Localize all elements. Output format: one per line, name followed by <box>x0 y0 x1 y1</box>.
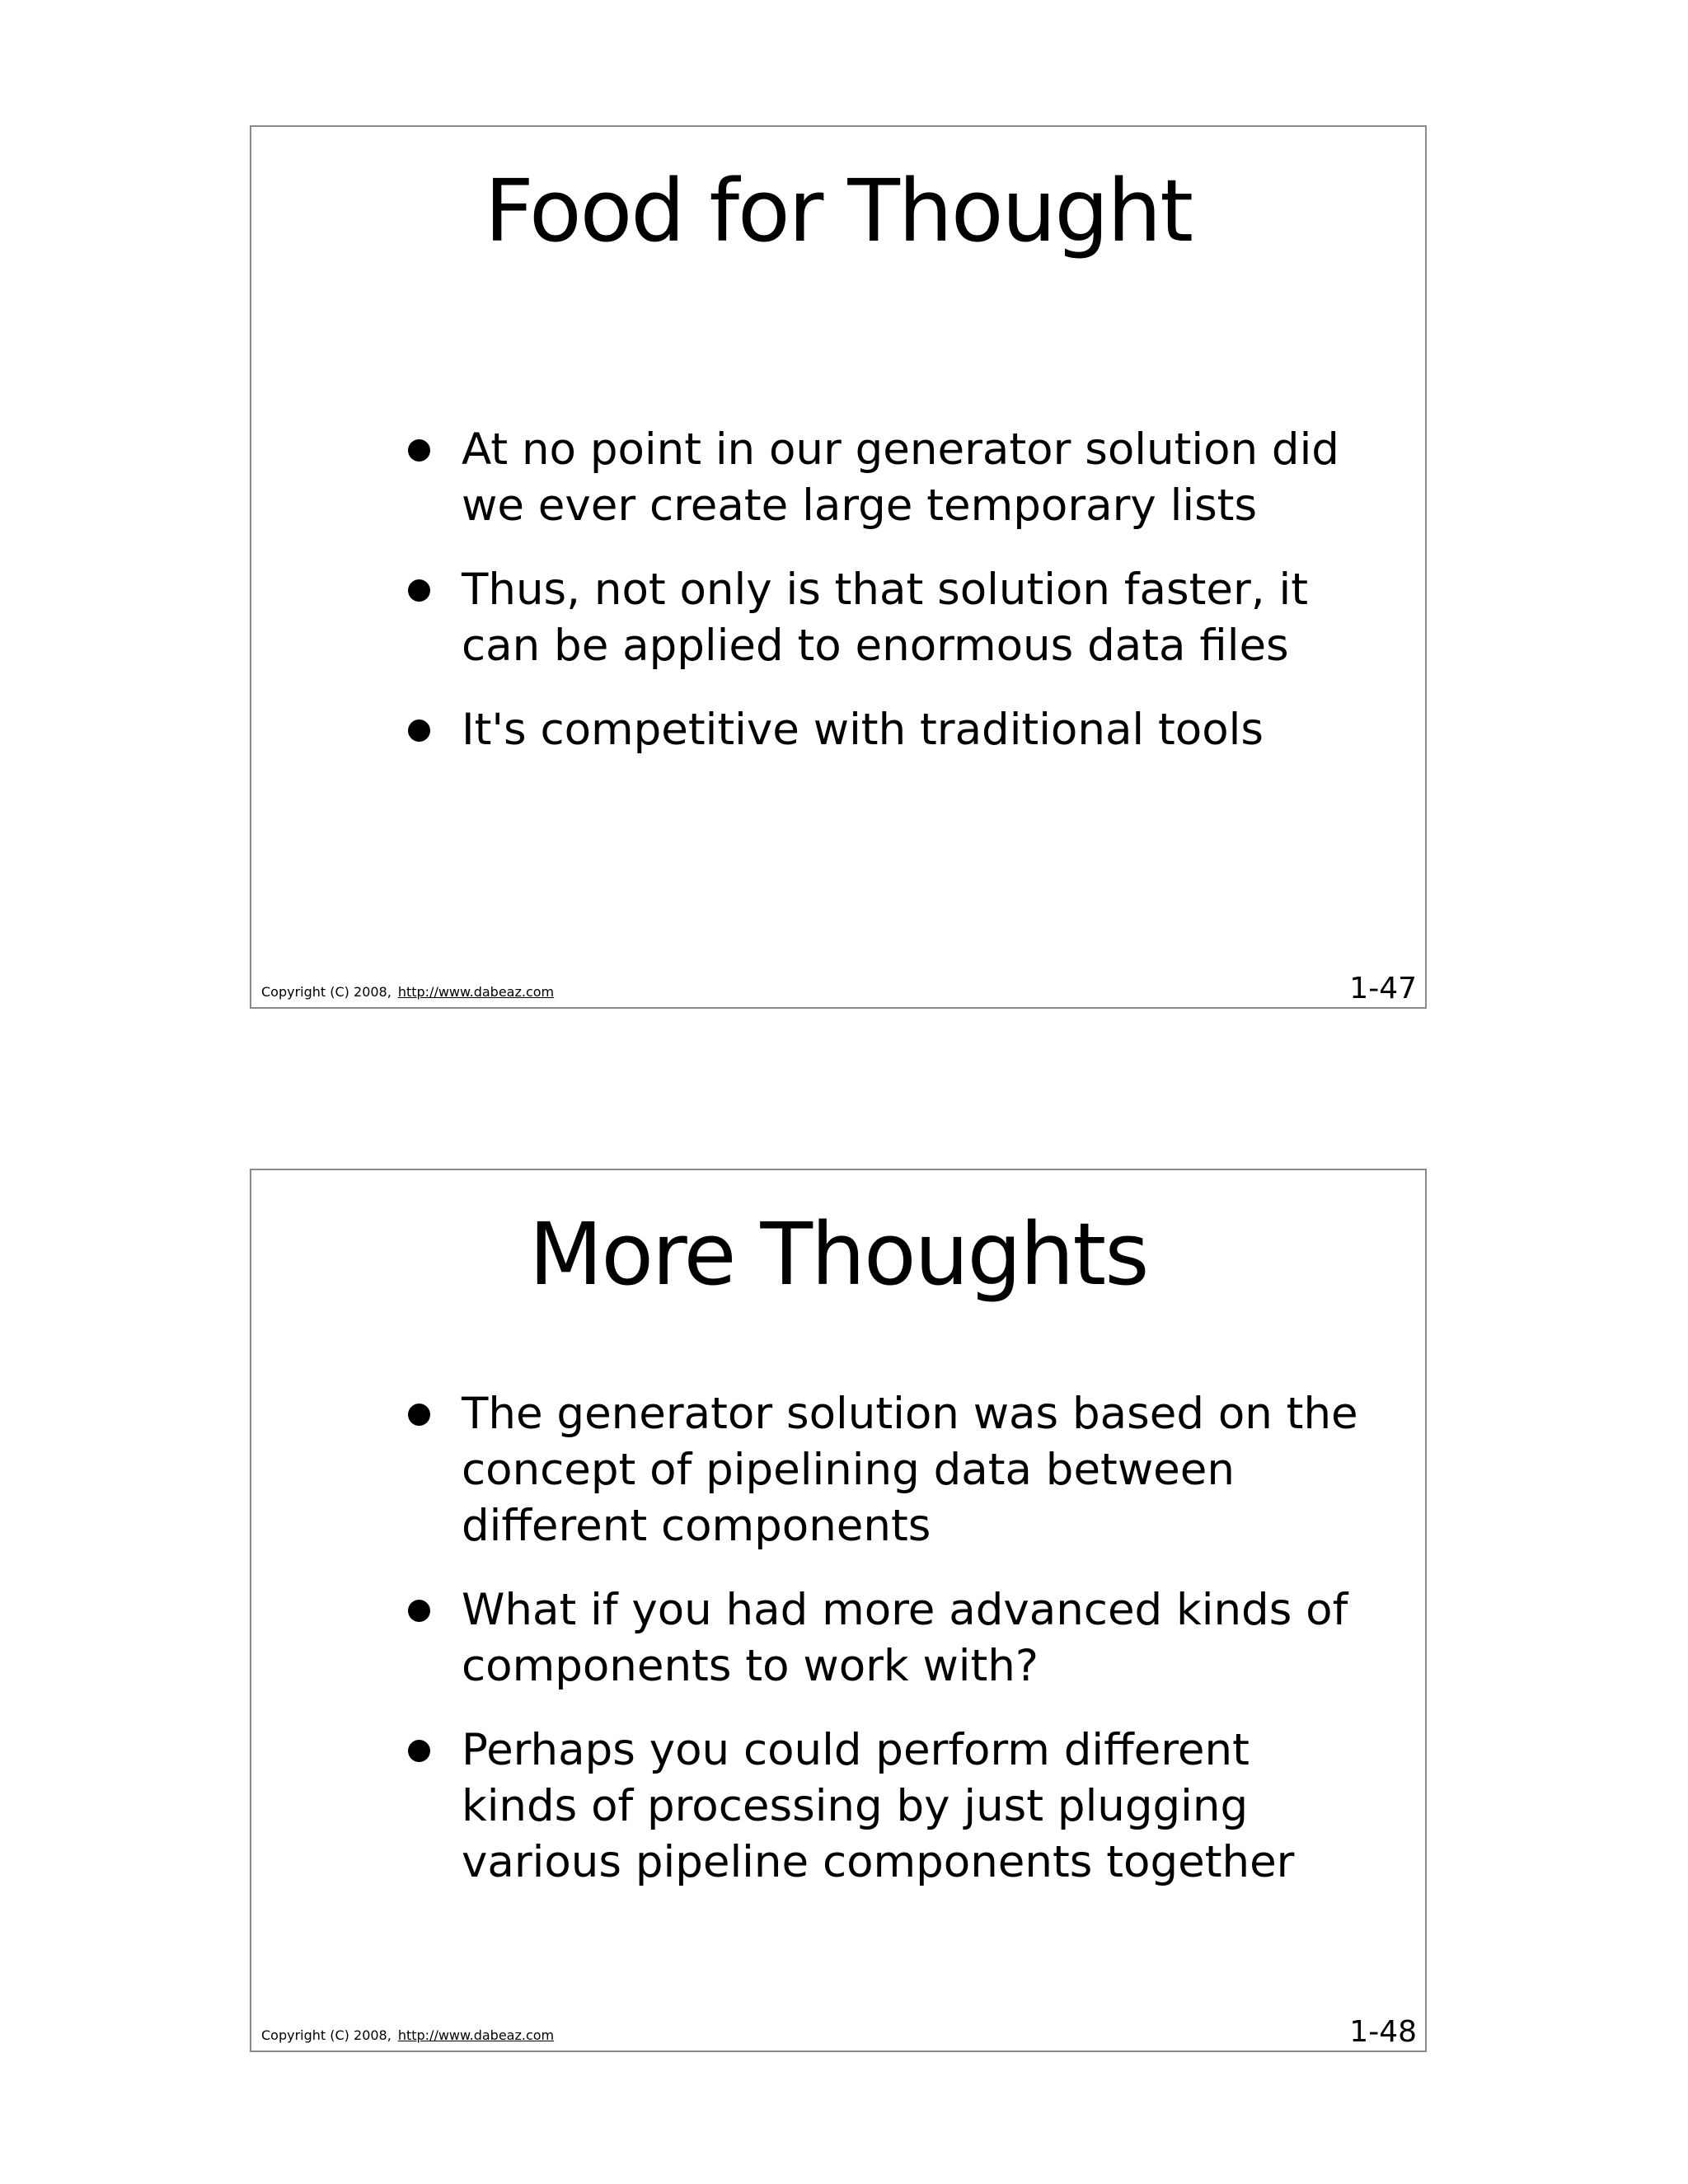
website-link[interactable]: http://www.dabeaz.com <box>397 2027 555 2043</box>
bullet-icon <box>408 1404 430 1426</box>
bullet-text: The generator solution was based on the concept of pipelining data between different components <box>462 1389 1358 1551</box>
bullet-item <box>404 1582 1376 1694</box>
bullet-text: What if you had more advanced kinds of components to work with? <box>462 1585 1348 1691</box>
bullet-list <box>404 1386 1376 1919</box>
page-number: 1-47 <box>1349 972 1417 1005</box>
copyright-text: Copyright (C) 2008, <box>261 2027 392 2043</box>
bullet-icon <box>408 1600 430 1622</box>
bullet-icon <box>408 439 430 462</box>
bullet-item <box>404 702 1376 758</box>
slide-food-for-thought <box>250 125 1427 1009</box>
bullet-item <box>404 1722 1376 1891</box>
bullet-item <box>404 562 1376 674</box>
slide-footer <box>261 984 554 1001</box>
bullet-icon <box>408 719 430 742</box>
bullet-text: At no point in our generator solution did we ever create large temporary lists <box>462 424 1339 531</box>
slide-title: More Thoughts <box>528 1204 1148 1305</box>
page-number: 1-48 <box>1349 2015 1417 2049</box>
slide-title: Food for Thought <box>484 161 1193 261</box>
bullet-list <box>404 422 1376 786</box>
bullet-icon <box>408 579 430 602</box>
slide-more-thoughts <box>250 1169 1427 2052</box>
bullet-item <box>404 422 1376 534</box>
bullet-text: It's competitive with traditional tools <box>462 705 1264 755</box>
bullet-text: Thus, not only is that solution faster, it can be applied to enormous data files <box>462 565 1308 671</box>
website-link[interactable]: http://www.dabeaz.com <box>397 984 555 1000</box>
bullet-text: Perhaps you could perform different kinds of processing by just plugging various pipeline components together <box>462 1725 1295 1887</box>
slide-footer <box>261 2027 554 2044</box>
bullet-item <box>404 1386 1376 1554</box>
copyright-text: Copyright (C) 2008, <box>261 984 392 1000</box>
bullet-icon <box>408 1740 430 1762</box>
